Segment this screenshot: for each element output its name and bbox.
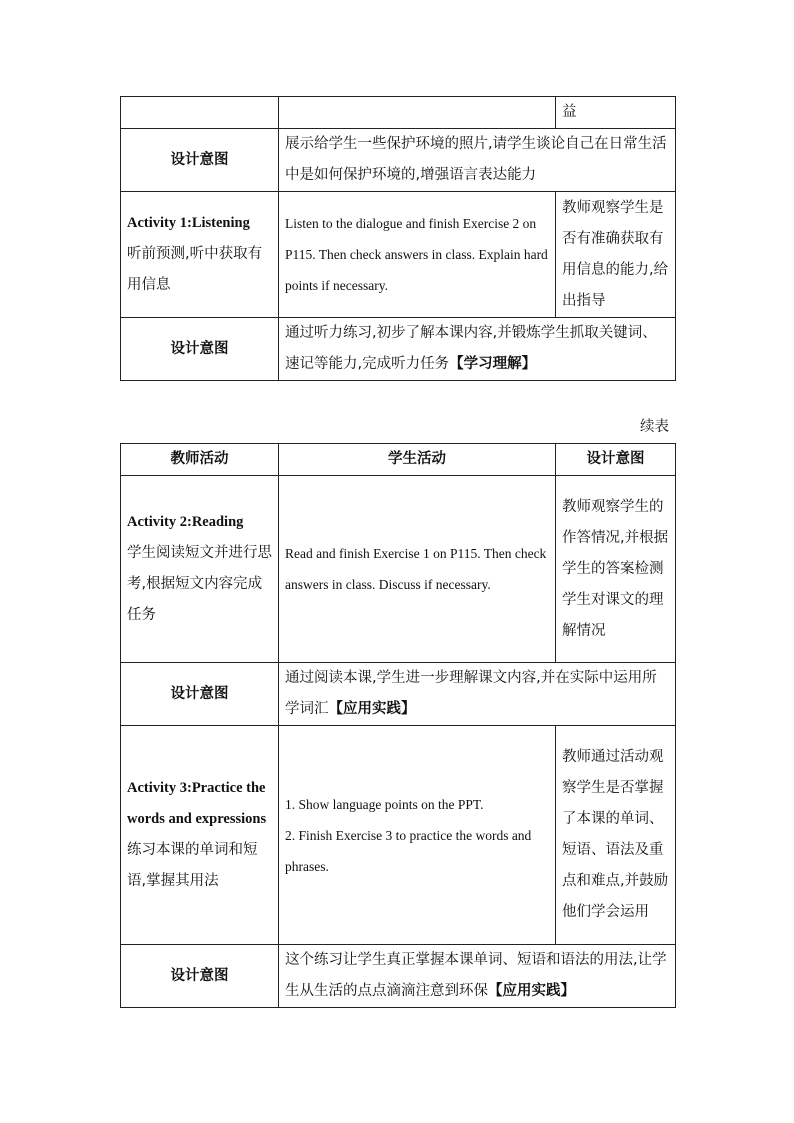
lesson-table-1 [120,96,676,381]
design-intent-cell: 教师观察学生是否有准确获取有用信息的能力,给出指导 [556,192,676,318]
intent-body: 通过阅读本课,学生进一步理解课文内容,并在实际中运用所学词汇 [285,670,657,717]
student-step-2: 2. Finish Exercise 3 to practice the words and phrases. [285,827,532,874]
lesson-table-2 [120,443,676,1008]
table-row [121,945,676,1008]
activity-description: 学生阅读短文并进行思考,根据短文内容完成任务 [127,545,272,623]
table-header-row [121,444,676,476]
intent-label: 设计意图 [121,663,279,726]
table-cell [121,97,279,129]
intent-text [279,663,676,726]
intent-label: 设计意图 [121,318,279,381]
teacher-activity-cell [121,192,279,318]
design-intent-cell: 教师通过活动观察学生是否掌握了本课的单词、短语、语法及重点和难点,并鼓励他们学会运用 [556,726,676,945]
activity-title: Activity 1:Listening [127,215,250,231]
intent-label: 设计意图 [121,945,279,1008]
table-row [121,726,676,945]
student-activity-cell [279,726,556,945]
intent-body: 这个练习让学生真正掌握本课单词、短语和语法的用法,让学生从生活的点点滴滴注意到环保 [285,952,667,999]
table-row [121,318,676,381]
intent-tag: 【应用实践】 [488,983,575,999]
intent-text [279,945,676,1008]
activity-title: Activity 2:Reading [127,514,244,530]
teacher-activity-cell [121,726,279,945]
header-design-intent: 设计意图 [556,444,676,476]
intent-text [279,318,676,381]
teacher-activity-cell [121,476,279,663]
intent-label: 设计意图 [121,129,279,192]
student-activity-cell: Listen to the dialogue and finish Exercise 2 on P115. Then check answers in class. Explain hard points if necessary. [279,192,556,318]
student-activity-cell: Read and finish Exercise 1 on P115. Then check answers in class. Discuss if necessary. [279,476,556,663]
table-row [121,663,676,726]
header-student-activity: 学生活动 [279,444,556,476]
header-teacher-activity: 教师活动 [121,444,279,476]
activity-description: 练习本课的单词和短语,掌握其用法 [127,842,258,889]
table-row [121,192,676,318]
intent-tag: 【学习理解】 [449,356,537,372]
activity-description: 听前预测,听中获取有用信息 [127,246,263,293]
student-step-1: 1. Show language points on the PPT. [285,796,484,812]
table-cell [279,97,556,129]
continued-label: 续表 [640,419,669,435]
table-cell: 益 [556,97,676,129]
intent-text: 展示给学生一些保护环境的照片,请学生谈论自己在日常生活中是如何保护环境的,增强语言表达能力 [279,129,676,192]
design-intent-cell: 教师观察学生的作答情况,并根据学生的答案检测学生对课文的理解情况 [556,476,676,663]
intent-tag: 【应用实践】 [328,701,416,717]
intent-body: 通过听力练习,初步了解本课内容,并锻炼学生抓取关键词、速记等能力,完成听力任务 [285,325,657,372]
table-row [121,476,676,663]
table-row [121,129,676,192]
table-row [121,97,676,129]
activity-title: Activity 3:Practice the words and expressions [127,780,267,827]
